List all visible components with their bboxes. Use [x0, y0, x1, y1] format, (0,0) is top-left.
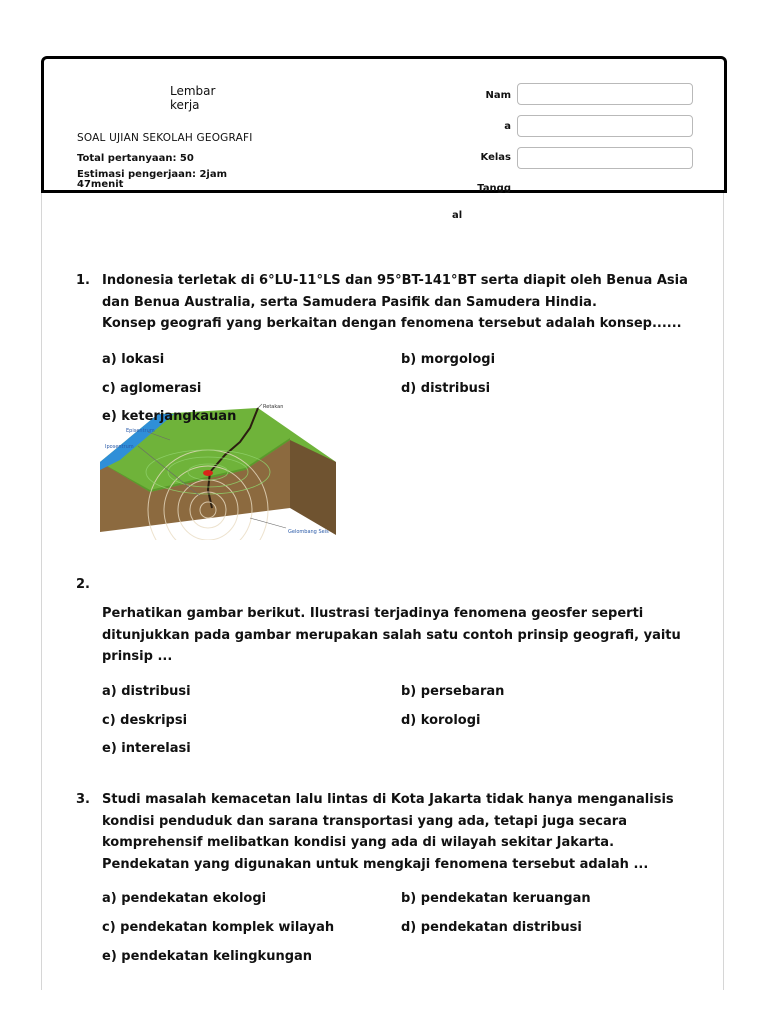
- question-1-option-c[interactable]: c) aglomerasi: [102, 381, 202, 396]
- question-2-option-d[interactable]: d) korologi: [401, 713, 481, 728]
- question-2-option-c[interactable]: c) deskripsi: [102, 713, 188, 728]
- question-2-number: 2.: [76, 577, 90, 592]
- question-1-line-1: Indonesia terletak di 6°LU-11°LS dan 95°BT-141°BT serta diapit oleh Benua Asia: [102, 273, 688, 288]
- name-label-part2: a: [504, 121, 511, 132]
- label-seismic-waves: Gelombang Seis: [288, 529, 329, 535]
- label-epicenter: Episentrum: [126, 428, 155, 434]
- class-field[interactable]: [517, 115, 693, 137]
- estimated-time: Estimasi pengerjaan: 2jam 47menit: [77, 169, 228, 190]
- question-3-number: 3.: [76, 792, 90, 807]
- question-3-option-d[interactable]: d) pendekatan distribusi: [401, 920, 582, 935]
- date-field[interactable]: [517, 147, 693, 169]
- question-3-option-a[interactable]: a) pendekatan ekologi: [102, 891, 267, 906]
- total-questions: Total pertanyaan: 50: [77, 153, 194, 164]
- worksheet-header: [41, 56, 727, 193]
- page-border-left: [41, 190, 42, 990]
- question-3-line-4: Pendekatan yang digunakan untuk mengkaji fenomena tersebut adalah ...: [102, 856, 649, 872]
- label-crack: Retakan: [263, 404, 284, 410]
- question-1-option-b[interactable]: b) morgologi: [401, 352, 496, 367]
- name-field[interactable]: [517, 83, 693, 105]
- question-2-option-b[interactable]: b) persebaran: [401, 684, 505, 699]
- question-3-line-1: Studi masalah kemacetan lalu lintas di Kota Jakarta tidak hanya menganalisis: [102, 792, 674, 807]
- question-3-option-c[interactable]: c) pendekatan komplek wilayah: [102, 920, 335, 935]
- name-label-part1: Nam: [485, 90, 511, 101]
- question-1-option-a[interactable]: a) lokasi: [102, 352, 165, 367]
- date-label-part2: al: [452, 210, 463, 221]
- question-2-line-3: prinsip ...: [102, 649, 173, 664]
- worksheet-title: Lembar kerja: [170, 84, 216, 112]
- label-hypocenter: Iposentrum: [105, 444, 134, 450]
- question-1-text: [102, 270, 712, 335]
- question-2-option-a[interactable]: a) distribusi: [102, 684, 191, 699]
- question-1-line-2: dan Benua Australia, serta Samudera Pasifik dan Samudera Hindia.: [102, 294, 597, 310]
- question-2-line-1: Perhatikan gambar berikut. Ilustrasi terjadinya fenomena geosfer seperti: [102, 606, 644, 621]
- question-3-line-3: komprehensif melibatkan kondisi yang ada di wilayah sekitar Jakarta.: [102, 835, 615, 850]
- subject-title: SOAL UJIAN SEKOLAH GEOGRAFI: [77, 132, 253, 144]
- question-3-option-b[interactable]: b) pendekatan keruangan: [401, 891, 591, 906]
- question-1-line-3: Konsep geografi yang berkaitan dengan fenomena tersebut adalah konsep......: [102, 316, 682, 331]
- question-3-option-e[interactable]: e) pendekatan kelingkungan: [102, 949, 313, 964]
- question-1-option-d[interactable]: d) distribusi: [401, 381, 491, 396]
- question-2-line-2: ditunjukkan pada gambar merupakan salah satu contoh prinsip geografi, yaitu: [102, 627, 681, 643]
- question-3-text: [102, 789, 712, 875]
- epicenter-marker: [203, 470, 213, 476]
- question-1-option-e[interactable]: e) keterjangkauan: [102, 409, 237, 424]
- question-2-text: [102, 603, 712, 668]
- question-2-option-e[interactable]: e) interelasi: [102, 741, 191, 756]
- class-label: Kelas: [480, 152, 511, 163]
- page-border-right: [723, 190, 724, 990]
- date-label-part1: Tangg: [477, 183, 511, 194]
- question-1-number: 1.: [76, 273, 90, 288]
- question-3-line-2: kondisi penduduk dan sarana transportasi yang ada, tetapi juga secara: [102, 813, 627, 829]
